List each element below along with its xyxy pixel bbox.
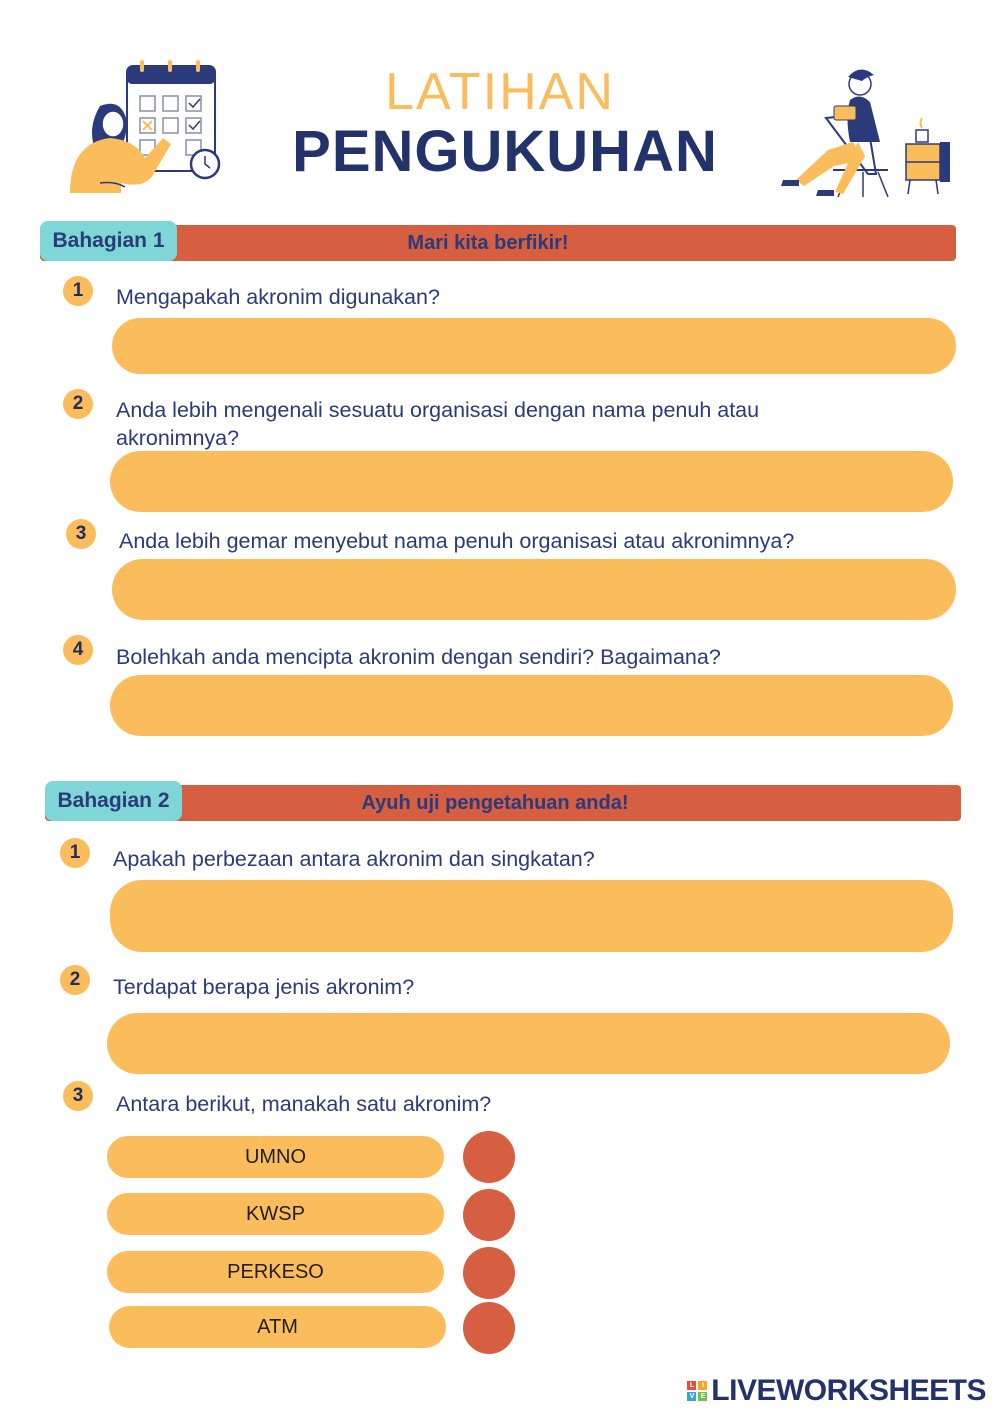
section-2-bar — [45, 785, 961, 821]
section-1-bar — [40, 225, 956, 261]
s1-q3-answer-field[interactable] — [112, 559, 956, 620]
s1-q2-text: Anda lebih mengenali sesuatu organisasi dengan nama penuh atau akronimnya? — [116, 398, 760, 450]
s1-q2-answer-field[interactable] — [110, 451, 953, 512]
option-atm-select[interactable] — [463, 1302, 515, 1354]
section-1-tag: Bahagian 1 — [40, 221, 177, 261]
s1-q1-answer-field[interactable] — [112, 318, 956, 374]
s1-q1-text: Mengapakah akronim digunakan? — [116, 285, 440, 309]
s2-q3-number: 3 — [63, 1081, 93, 1111]
section-2-bar-title: Ayuh uji pengetahuan anda! — [361, 792, 629, 814]
s2-q1-answer-input[interactable] — [110, 880, 953, 952]
option-perkeso: PERKESO — [107, 1251, 444, 1293]
section-1-bar-title: Mari kita berfikir! — [407, 232, 569, 254]
s2-q2-answer-input[interactable] — [107, 1013, 950, 1074]
option-umno: UMNO — [107, 1136, 444, 1178]
s1-q3-number: 3 — [66, 519, 96, 549]
s2-q2-number: 2 — [60, 965, 90, 995]
s2-q3-text: Antara berikut, manakah satu akronim? — [116, 1092, 492, 1116]
option-umno-select[interactable] — [463, 1131, 515, 1183]
title-line-2: PENGUKUHAN — [292, 119, 718, 184]
s2-q2-text: Terdapat berapa jenis akronim? — [113, 975, 415, 999]
section-2-tag: Bahagian 2 — [45, 781, 182, 821]
s1-q3-text: Anda lebih gemar menyebut nama penuh organisasi atau akronimnya? — [119, 529, 795, 553]
liveworksheets-brand[interactable] — [687, 1374, 986, 1408]
s1-q4-answer-input[interactable] — [110, 675, 953, 736]
s2-q1-text: Apakah perbezaan antara akronim dan singkatan? — [113, 847, 595, 871]
s1-q4-answer-field[interactable] — [110, 675, 953, 736]
s2-q1-answer-field[interactable] — [110, 880, 953, 952]
s1-q2-number: 2 — [63, 389, 93, 419]
s1-q2-answer-input[interactable] — [110, 451, 953, 512]
s1-q4-number: 4 — [63, 635, 93, 665]
s1-q1-number: 1 — [63, 276, 93, 306]
option-kwsp-select[interactable] — [463, 1189, 515, 1241]
title-line-1: LATIHAN — [385, 63, 615, 121]
liveworksheets-wordmark: LIVEWORKSHEETS — [711, 1374, 986, 1407]
s1-q3-answer-input[interactable] — [112, 559, 956, 620]
s1-q1-answer-input[interactable] — [112, 318, 956, 374]
liveworksheets-logo-icon: L I V E — [687, 1381, 707, 1401]
option-perkeso-select[interactable] — [463, 1247, 515, 1299]
s1-q4-text: Bolehkah anda mencipta akronim dengan sendiri? Bagaimana? — [116, 645, 721, 669]
option-atm: ATM — [109, 1306, 446, 1348]
option-kwsp: KWSP — [107, 1193, 444, 1235]
s2-q2-answer-field[interactable] — [107, 1013, 950, 1074]
s2-q1-number: 1 — [60, 838, 90, 868]
